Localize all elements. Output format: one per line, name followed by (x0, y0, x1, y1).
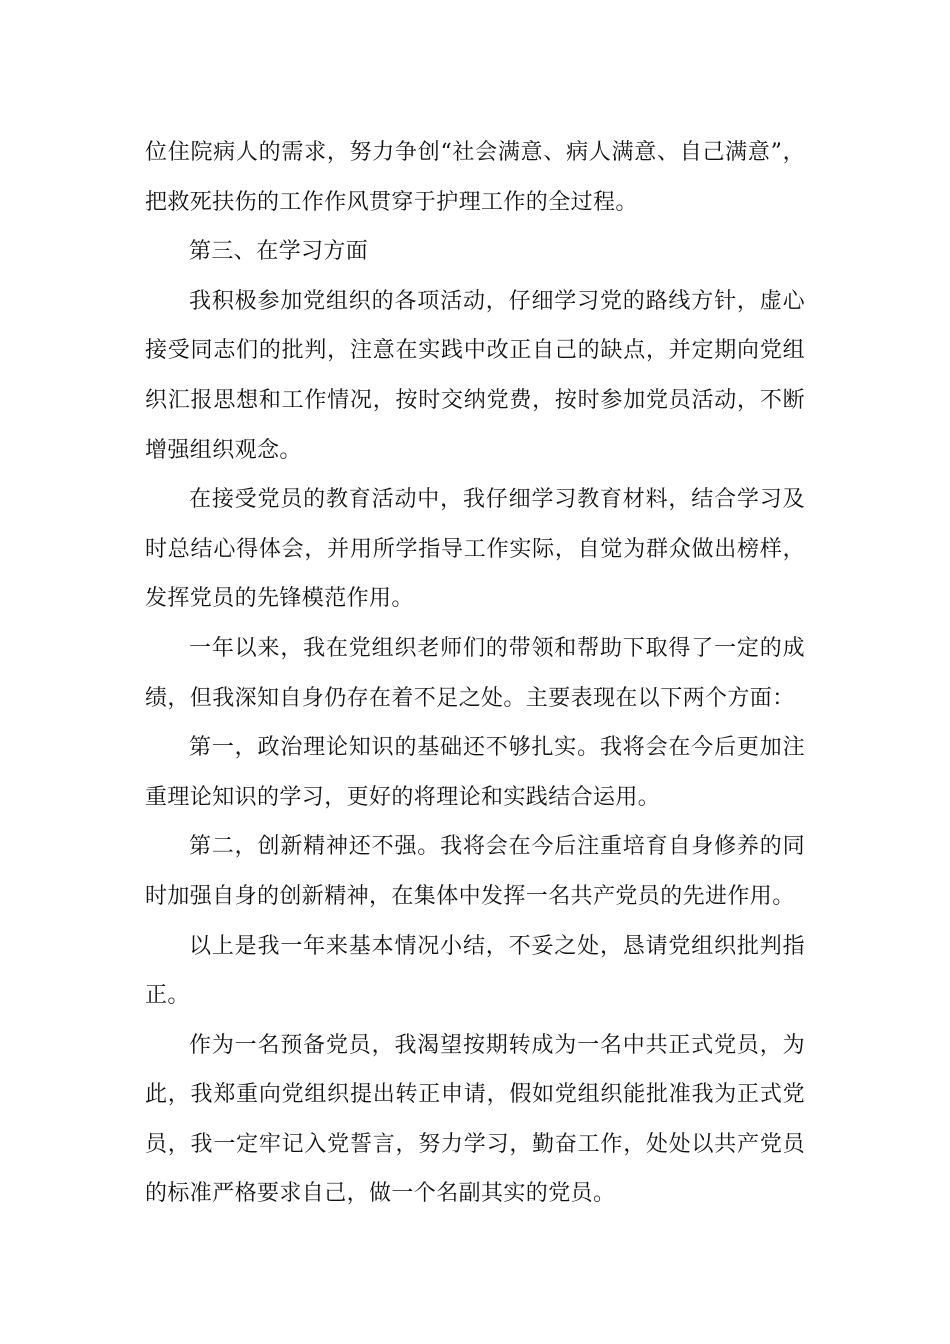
paragraph-5: 一年以来，我在党组织老师们的带领和帮助下取得了一定的成绩，但我深知自身仍存在着不足之处。主要表现在以下两个方面： (145, 635, 805, 711)
paragraph-3: 我积极参加党组织的各项活动，仔细学习党的路线方针，虚心接受同志们的批判，注意在实践中改正自己的缺点，并定期向党组织汇报思想和工作情况，按时交纳党费，按时参加党员活动，不断增强组织观念。 (145, 288, 805, 463)
paragraph-1: 位住院病人的需求，努力争创“社会满意、病人满意、自己满意”，把救死扶伤的工作作风贯穿于护理工作的全过程。 (145, 140, 805, 215)
paragraph-8: 以上是我一年来基本情况小结，不妥之处，恳请党组织批判指正。 (145, 933, 805, 1009)
paragraph-9: 作为一名预备党员，我渴望按期转成为一名中共正式党员，为此，我郑重向党组织提出转正申请，假如党组织能批准我为正式党员，我一定牢记入党誓言，努力学习，勤奋工作，处处以共产党员的标准严格要求自己，做一个名副其实的党员。 (145, 1032, 805, 1207)
document-body (145, 128, 805, 1219)
paragraph-6: 第一，政治理论知识的基础还不够扎实。我将会在今后更加注重理论知识的学习，更好的将理论和实践结合运用。 (145, 735, 805, 810)
section-heading-study: 第三、在学习方面 (189, 239, 369, 265)
paragraph-7: 第二，创新精神还不强。我将会在今后注重培育自身修养的同时加强自身的创新精神，在集体中发挥一名共产党员的先进作用。 (145, 834, 805, 909)
paragraph-4: 在接受党员的教育活动中，我仔细学习教育材料，结合学习及时总结心得体会，并用所学指导工作实际，自觉为群众做出榜样，发挥党员的先锋模范作用。 (145, 487, 805, 612)
